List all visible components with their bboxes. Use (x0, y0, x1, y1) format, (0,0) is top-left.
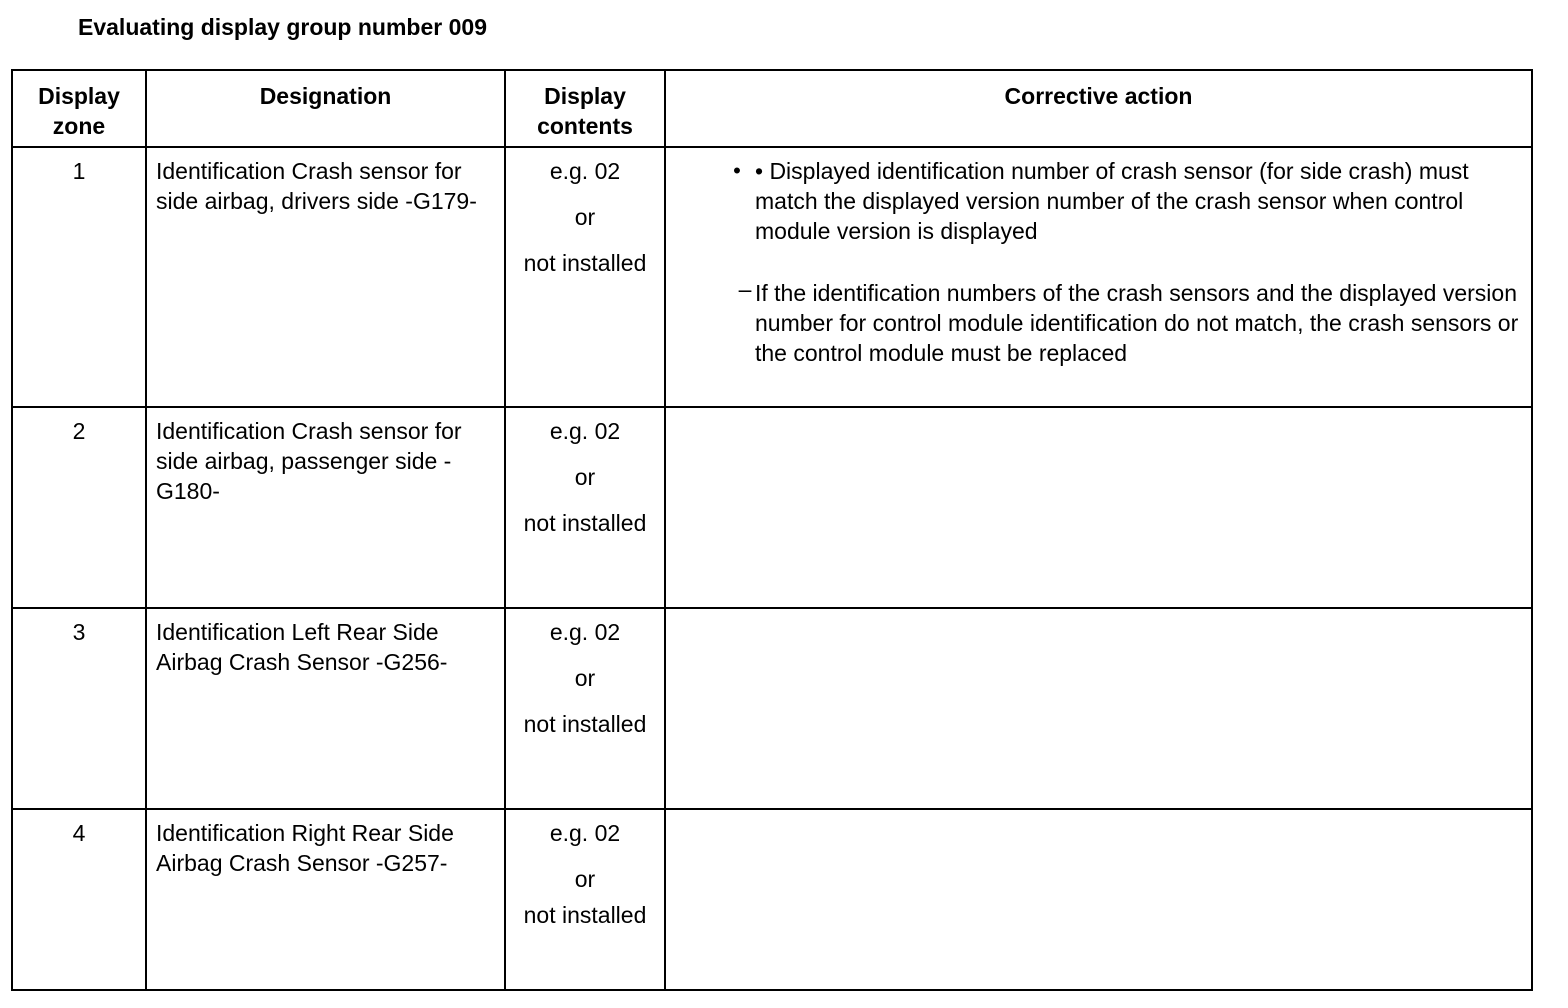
designation-cell: Identification Left Rear Side Airbag Crash Sensor -G256- (146, 608, 505, 809)
header-display-contents-line2: contents (537, 113, 633, 139)
table-row (12, 608, 1532, 809)
header-display-contents-line1: Display (544, 83, 626, 109)
display-group-table (11, 69, 1533, 991)
designation-cell: Identification Right Rear Side Airbag Crash Sensor -G257- (146, 809, 505, 990)
action-dash-item (666, 278, 1519, 368)
header-corrective-action (665, 70, 1532, 147)
header-designation (146, 70, 505, 147)
display-contents-cell (505, 147, 665, 407)
example-value: e.g. 02 (549, 820, 621, 846)
header-designation-label: Designation (259, 83, 392, 109)
header-corrective-action-label: Corrective action (1004, 83, 1193, 109)
display-zone-cell: 3 (12, 608, 146, 809)
table-header-row (12, 70, 1532, 147)
header-display-zone (12, 70, 146, 147)
corrective-action-cell (665, 147, 1532, 407)
display-zone-cell: 1 (12, 147, 146, 407)
designation-cell: Identification Crash sensor for side airbag, passenger side -G180- (146, 407, 505, 608)
header-display-zone-line1: Display (38, 83, 120, 109)
action-dash-text: If the identification numbers of the crash sensors and the displayed version number for control module identification do not match, the crash sensors or the control module must be replaced (755, 280, 1519, 366)
not-installed-label: not installed (523, 902, 647, 928)
corrective-action-cell (665, 407, 1532, 608)
header-display-contents (505, 70, 665, 147)
table-row (12, 407, 1532, 608)
action-bullet-text: • Displayed identification number of crash sensor (for side crash) must match the displayed version number of the crash sensor when control module version is displayed (755, 158, 1469, 244)
corrective-action-cell (665, 809, 1532, 990)
display-zone-cell: 2 (12, 407, 146, 608)
page-title: Evaluating display group number 009 (78, 14, 487, 40)
not-installed-label: not installed (523, 510, 647, 536)
table-row (12, 809, 1532, 990)
not-installed-label: not installed (523, 250, 647, 276)
display-contents-cell (505, 809, 665, 990)
not-installed-label: not installed (523, 711, 647, 737)
or-label: or (574, 204, 596, 230)
dash-icon: – (738, 276, 752, 302)
example-value: e.g. 02 (549, 158, 621, 184)
corrective-action-cell (665, 608, 1532, 809)
or-label: or (574, 665, 596, 691)
or-label: or (574, 866, 596, 892)
display-zone-cell: 4 (12, 809, 146, 990)
bullet-icon: • (733, 158, 741, 183)
display-contents-cell (505, 608, 665, 809)
or-label: or (574, 464, 596, 490)
example-value: e.g. 02 (549, 418, 621, 444)
table-row (12, 147, 1532, 407)
action-bullet-item (666, 156, 1519, 246)
designation-cell: Identification Crash sensor for side airbag, drivers side -G179- (146, 147, 505, 407)
header-display-zone-line2: zone (52, 113, 106, 139)
example-value: e.g. 02 (549, 619, 621, 645)
display-contents-cell (505, 407, 665, 608)
